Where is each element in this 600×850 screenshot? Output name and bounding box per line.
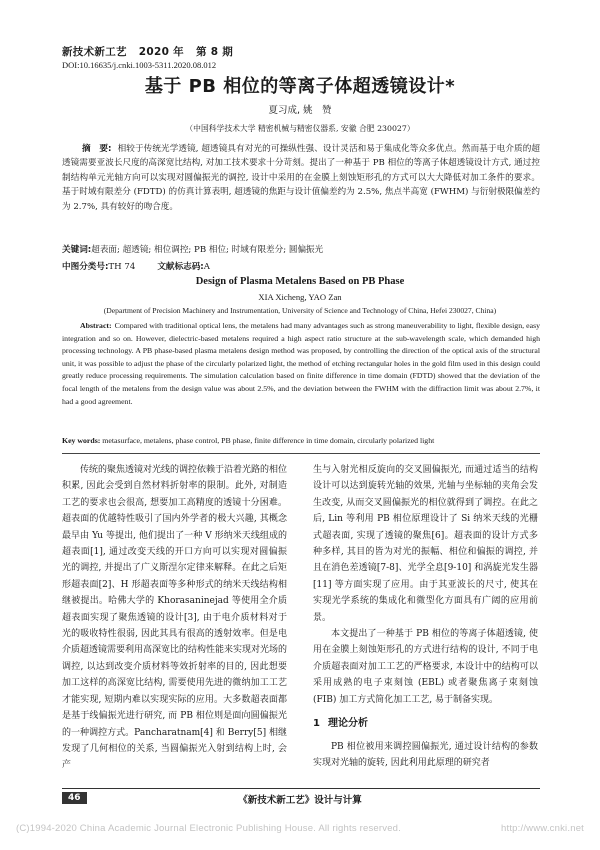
- keywords-en-label: Key words:: [62, 436, 101, 445]
- body-paragraph: 本文提出了一种基于 PB 相位的等离子体超透镜, 使用在金膜上刻蚀矩形孔的方式进行结构的设计, 不同于电介质超表面对加工工艺的严格要求, 本设计中的结构可以采用成熟的电子束刻蚀 (EBL) 或者聚焦离子束刻蚀 (FIB) 加工方式简化加工工艺, 易于制备实现。: [313, 629, 538, 705]
- abstract-cn-label: 摘 要:: [82, 144, 112, 154]
- authors: 夏习成, 姚 赞: [268, 105, 332, 116]
- abstract-cn: [62, 142, 540, 214]
- section-number: 1: [313, 718, 320, 730]
- body-paragraph: 传统的聚焦透镜对光线的调控依赖于沿着光路的相位积累, 因此会受到自然材料折射率的限制。此外, 对制造工艺的要求也会很高, 想要加工高精度的透镜十分困难。超表面的优越特性吸引了国内外学者的极大兴趣, 其概念最早由 Yu 等提出, 他们提出了一种 V 形纳米天线组成的超表面[1], 通过改变天线的开口方向可以实现对圆偏振光的调控, 并提出了广义斯涅尔定律来解释。在此之后矩形超表面[2]、H 形超表面等多种形式的纳米天线结构相继被提出。哈佛大学的 Khorasaninejad 等使用全介质超表面实现了聚焦透镜的设计[3], 由于电介质材料对于光的吸收特性很弱, 因此其具有很高的透射效率。但是电介质超透镜需要利用高深宽比的结构性能来实现对光场的调控, 以达到改变介质材料等效折射率的目的, 因此想要加工这样的高深宽比结构, 需要使用先进的微纳加工工艺才能实现, 短期内难以实现实际的应用。大多数超表面都是基于线偏振光进行研究, 而 PB 相位则是面向圆偏振光的一种调控方式。Pancharatnam[4] 和 Berry[5] 相继发现了几何相位的关系, 当圆偏振光入射到结构上时, 会产: [62, 465, 288, 771]
- body-paragraph: PB 相位被用来调控圆偏振光, 通过设计结构的参数实现对光轴的旋转, 因此利用此原理的研究者: [313, 741, 538, 768]
- keywords-cn-label: 关键词:: [62, 245, 92, 255]
- affiliation-en: (Department of Precision Machinery and Instrumentation, University of Science and Technology of China, Hefei 230027, China): [103, 306, 497, 315]
- footer-divider: [62, 788, 540, 789]
- affiliation: （中国科学技术大学 精密机械与精密仪器系, 安徽 合肥 230027）: [185, 124, 415, 133]
- abstract-en-label: Abstract:: [80, 321, 112, 330]
- keywords-cn-text: 超表面; 超透镜; 相位调控; PB 相位; 时域有限差分; 圆偏振光: [91, 245, 324, 255]
- doi: DOI:10.16635/j.cnki.1003-5311.2020.08.012: [62, 60, 217, 70]
- section-heading: [313, 716, 538, 732]
- footer-journal: 《新技术新工艺》设计与计算: [238, 795, 362, 806]
- copyright-url: http://www.cnki.net: [501, 823, 585, 834]
- authors-en: XIA Xicheng, YAO Zan: [258, 292, 342, 302]
- classification: [62, 260, 210, 272]
- clc-label: 中图分类号:: [62, 262, 109, 272]
- body-paragraph: 生与入射光相反旋向的交叉圆偏振光, 而通过适当的结构设计可以达到旋转光轴的效果, 光轴与坐标轴的夹角会发生改变, 从而交叉圆偏振光的相位就得到了调控。在此之后, Lin 等利用 PB 相位原理设计了 Si 纳米天线的光栅式超表面, 实现了透镜的聚焦[6]。超表面的设计方式多种多样, 其目的皆为对光的振幅、相位和偏振的调控, 并且在消色差透镜[7-8]、光学全息[9-10] 和涡旋光发生器[11] 等方面实现了应用。由于其亚波长的尺寸, 使其在实现光学系统的集成化和微型化方面具有广阔的应用前景。: [313, 465, 538, 623]
- paper-title: 基于 PB 相位的等离子体超透镜设计*: [144, 76, 456, 97]
- body-column-left: [62, 462, 287, 774]
- abstract-en: [62, 320, 540, 408]
- section-divider: [62, 453, 540, 454]
- body-column-right: [313, 462, 538, 771]
- clc-value: TH 74: [108, 262, 136, 272]
- journal-issue: 第 8 期: [195, 46, 234, 58]
- doc-code-value: A: [203, 262, 210, 272]
- keywords-cn: [62, 243, 540, 257]
- abstract-cn-text: 相较于传统光学透镜, 超透镜具有对光的可操纵性强、设计灵活和易于集成化等众多优点。然而基于电介质的超透镜需要亚波长尺度的高深宽比结构, 对加工技术要求十分苛刻。提出了一种基于 PB 相位的等离子体超透镜设计方式, 通过控制结构单元光轴方向可以实现对圆偏振光的调控, 设计中采用的在金膜上刻蚀矩形孔的方式可以大大降低对加工条件的要求。基于时域有限差分 (FDTD) 的仿真计算表明, 超透镜的焦距与设计值偏差约为 2.5%, 焦点半高宽 (FWHM) 与衍射极限偏差约为 2.7%, 具有较好的吻合度。: [62, 144, 541, 212]
- journal-header: [62, 44, 241, 59]
- page-number: 46: [62, 792, 87, 804]
- journal-year: 2020 年: [138, 46, 184, 58]
- doc-code-label: 文献标志码:: [157, 262, 204, 272]
- keywords-en: [62, 435, 540, 447]
- section-title: 理论分析: [327, 718, 368, 730]
- keywords-en-text: metasurface, metalens, phase control, PB phase, finite difference in time domain, circularly polarized light: [102, 436, 435, 445]
- abstract-en-text: Compared with traditional optical lens, the metalens had many advantages such as strong maneuverability to light, flexible design, easy integration and so on. However, dielectric-based metalens required a high aspect ratio structure at the sub-wavelength scale, which demanded high processing technology. A PB phase-based plasma metalens design method was proposed, by controlling the direction of the optical axis of the structural unit, it was possible to adjust the phase of the circularly polarized light, the method of etching rectangular holes in the gold film used in this design could greatly reduce processing requirements. The simulation calculation based on finite difference in time domain (FDTD) showed that the deviation of the focal length of the metalens from the design value was about 2.5%, and the deviation between the FWHM with the diffraction limit was about 2.7%, it had a good agreement.: [62, 321, 540, 406]
- copyright-watermark: [0, 823, 600, 834]
- copyright-text: (C)1994-2020 China Academic Journal Electronic Publishing House. All rights reserved.: [15, 823, 402, 834]
- journal-name: 新技术新工艺: [62, 46, 127, 58]
- paper-title-en: Design of Plasma Metalens Based on PB Phase: [195, 276, 405, 287]
